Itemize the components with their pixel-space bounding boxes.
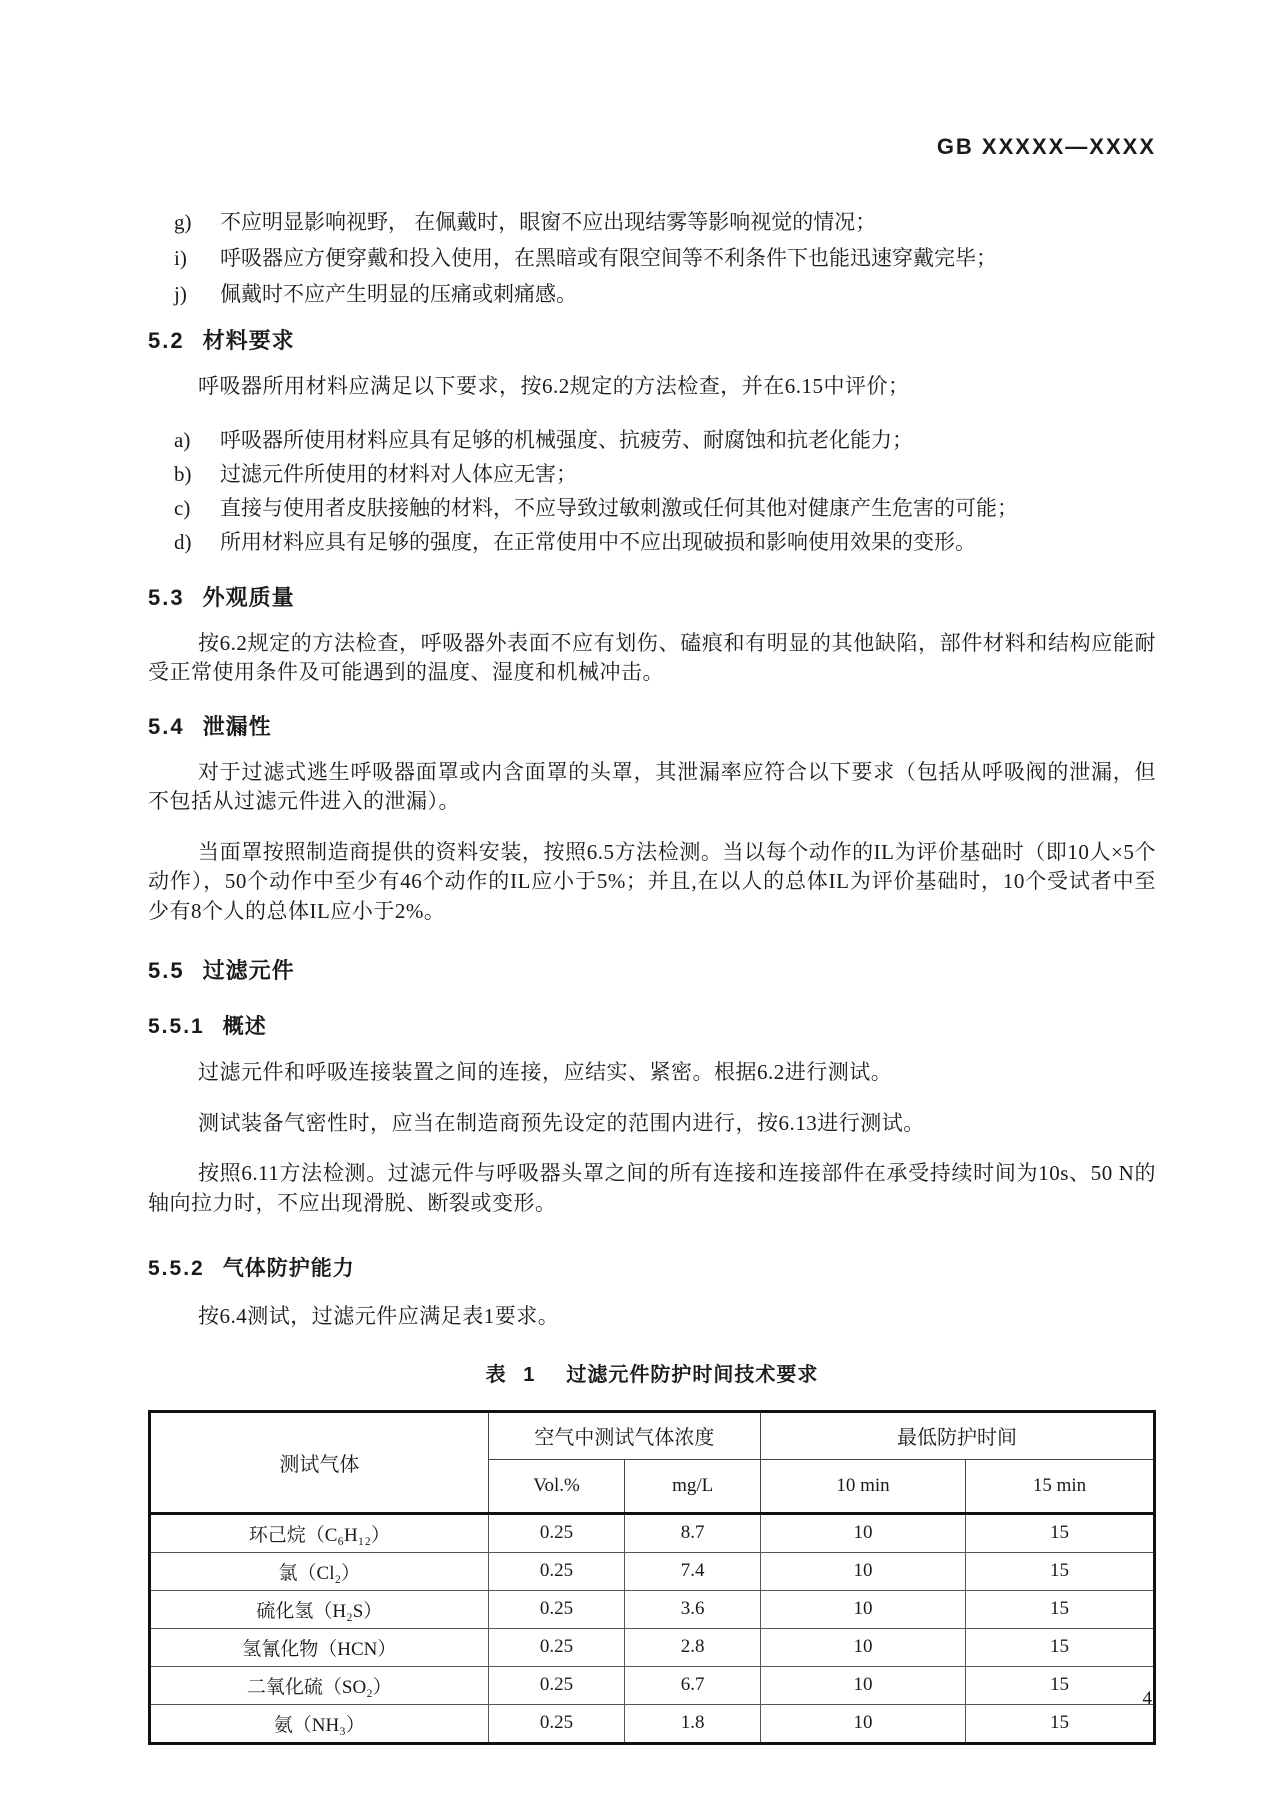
list-item-label: i) <box>174 246 187 270</box>
list-item-label: b) <box>174 461 192 486</box>
heading-5-5 <box>148 956 1156 986</box>
col-header-10-min: 10 min <box>761 1459 966 1513</box>
list-item-text: 呼吸器应方便穿戴和投入使用，在黑暗或有限空间等不利条件下也能迅速穿戴完毕； <box>220 246 997 270</box>
col-header-test-gas: 测试气体 <box>150 1411 489 1513</box>
requirement-list-abcd <box>148 423 1156 559</box>
cell-gas-name: 硫化氢（H₂S） <box>150 1590 489 1628</box>
protection-time-table <box>148 1410 1156 1745</box>
table-row <box>150 1704 1155 1743</box>
table-row <box>150 1590 1155 1628</box>
cell-min15: 15 <box>966 1513 1155 1552</box>
list-item-label: j) <box>174 282 187 306</box>
cell-mgl: 1.8 <box>625 1704 761 1743</box>
heading-5-3 <box>148 583 1156 613</box>
table-row <box>150 1666 1155 1704</box>
cell-gas-name: 氢氰化物（HCN） <box>150 1628 489 1666</box>
list-item-text: 佩戴时不应产生明显的压痛或刺痛感。 <box>220 282 577 306</box>
cell-min10: 10 <box>761 1590 966 1628</box>
table-row <box>150 1513 1155 1552</box>
paragraph: 按6.4测试，过滤元件应满足表1要求。 <box>198 1304 560 1328</box>
cell-vol: 0.25 <box>488 1513 625 1552</box>
list-item <box>148 525 1156 559</box>
cell-min15: 15 <box>966 1666 1155 1704</box>
cell-min15: 15 <box>966 1590 1155 1628</box>
cell-min15: 15 <box>966 1628 1155 1666</box>
cell-min15: 15 <box>966 1704 1155 1743</box>
paragraph: 当面罩按照制造商提供的资料安装，按照6.5方法检测。当以每个动作的IL为评价基础时（即10人×5个动作），50个动作中至少有46个动作的IL应小于5%；并且,在以人的总体IL为评价基础时，10个受试者中至少有8个人的总体IL应小于2%。 <box>148 839 1156 923</box>
cell-gas-name: 环己烷（C₆H₁₂） <box>150 1513 489 1552</box>
table-number: 表 1 <box>485 1363 541 1386</box>
list-item <box>148 276 1156 312</box>
table-1-caption <box>148 1362 1156 1388</box>
cell-vol: 0.25 <box>488 1704 625 1743</box>
col-header-15-min: 15 min <box>966 1459 1155 1513</box>
list-item-text: 过滤元件所使用的材料对人体应无害； <box>220 461 577 486</box>
table-row <box>150 1628 1155 1666</box>
clause-number: 5.5.2 <box>148 1257 205 1280</box>
cell-vol: 0.25 <box>488 1590 625 1628</box>
cell-gas-name: 氨（NH₃） <box>150 1704 489 1743</box>
table-header-row-groups <box>150 1411 1155 1459</box>
heading-5-2 <box>148 326 1156 356</box>
paragraph: 按6.2规定的方法检查，呼吸器外表面不应有划伤、磕痕和有明显的其他缺陷，部件材料和结构应能耐受正常使用条件及可能遇到的温度、湿度和机械冲击。 <box>148 630 1156 684</box>
cell-mgl: 8.7 <box>625 1513 761 1552</box>
paragraph: 呼吸器所用材料应满足以下要求，按6.2规定的方法检查，并在6.15中评价； <box>198 374 910 398</box>
list-item <box>148 240 1156 276</box>
table-title-text: 过滤元件防护时间技术要求 <box>566 1363 819 1386</box>
cell-min10: 10 <box>761 1552 966 1590</box>
table-row <box>150 1552 1155 1590</box>
heading-5-5-2 <box>148 1254 1156 1284</box>
heading-5-4 <box>148 712 1156 742</box>
list-item-text: 呼吸器所使用材料应具有足够的机械强度、抗疲劳、耐腐蚀和抗老化能力； <box>220 427 913 452</box>
cell-vol: 0.25 <box>488 1552 625 1590</box>
clause-title: 外观质量 <box>202 584 295 610</box>
list-item <box>148 423 1156 457</box>
list-item <box>148 457 1156 491</box>
clause-number: 5.5.1 <box>148 1015 205 1038</box>
clause-title: 气体防护能力 <box>222 1257 355 1280</box>
list-item <box>148 204 1156 240</box>
cell-mgl: 2.8 <box>625 1628 761 1666</box>
page-number: 4 <box>1142 1688 1152 1709</box>
clause-title: 泄漏性 <box>202 713 272 739</box>
list-item <box>148 491 1156 525</box>
cell-min10: 10 <box>761 1513 966 1552</box>
cell-min10: 10 <box>761 1666 966 1704</box>
cell-vol: 0.25 <box>488 1666 625 1704</box>
list-item-text: 直接与使用者皮肤接触的材料，不应导致过敏刺激或任何其他对健康产生危害的可能； <box>220 495 1018 520</box>
list-item-text: 所用材料应具有足够的强度，在正常使用中不应出现破损和影响使用效果的变形。 <box>220 529 976 554</box>
cell-gas-name: 二氧化硫（SO₂） <box>150 1666 489 1704</box>
clause-number: 5.3 <box>148 584 185 610</box>
cell-min15: 15 <box>966 1552 1155 1590</box>
cell-vol: 0.25 <box>488 1628 625 1666</box>
heading-5-5-1 <box>148 1012 1156 1042</box>
paragraph: 过滤元件和呼吸连接装置之间的连接，应结实、紧密。根据6.2进行测试。 <box>198 1060 893 1084</box>
paragraph: 按照6.11方法检测。过滤元件与呼吸器头罩之间的所有连接和连接部件在承受持续时间为10s、50 N的轴向拉力时，不应出现滑脱、断裂或变形。 <box>148 1161 1156 1215</box>
clause-number: 5.5 <box>148 958 185 983</box>
list-item-label: c) <box>174 495 191 520</box>
clause-number: 5.2 <box>148 328 185 353</box>
clause-number: 5.4 <box>148 713 185 739</box>
cell-min10: 10 <box>761 1704 966 1743</box>
list-item-text: 不应明显影响视野， 在佩戴时，眼窗不应出现结雾等影响视觉的情况； <box>220 210 877 234</box>
list-item-label: a) <box>174 427 191 452</box>
page-content <box>148 0 1156 1745</box>
col-header-vol-percent: Vol.% <box>488 1459 625 1513</box>
clause-title: 材料要求 <box>202 328 295 353</box>
col-header-concentration-group: 空气中测试气体浓度 <box>488 1411 760 1459</box>
clause-title: 概述 <box>222 1015 267 1038</box>
list-item-label: g) <box>174 210 192 234</box>
paragraph: 对于过滤式逃生呼吸器面罩或内含面罩的头罩，其泄漏率应符合以下要求（包括从呼吸阀的泄漏，但不包括从过滤元件进入的泄漏）。 <box>148 759 1156 813</box>
clause-title: 过滤元件 <box>202 958 295 983</box>
cell-min10: 10 <box>761 1628 966 1666</box>
requirement-list-gij <box>148 204 1156 312</box>
col-header-protection-group: 最低防护时间 <box>761 1411 1155 1459</box>
cell-mgl: 7.4 <box>625 1552 761 1590</box>
col-header-mg-per-l: mg/L <box>625 1459 761 1513</box>
cell-mgl: 3.6 <box>625 1590 761 1628</box>
cell-gas-name: 氯（Cl₂） <box>150 1552 489 1590</box>
paragraph: 测试装备气密性时，应当在制造商预先设定的范围内进行，按6.13进行测试。 <box>198 1110 925 1135</box>
cell-mgl: 6.7 <box>625 1666 761 1704</box>
list-item-label: d) <box>174 529 192 554</box>
standard-number-header: GB XXXXX—XXXX <box>936 134 1156 159</box>
